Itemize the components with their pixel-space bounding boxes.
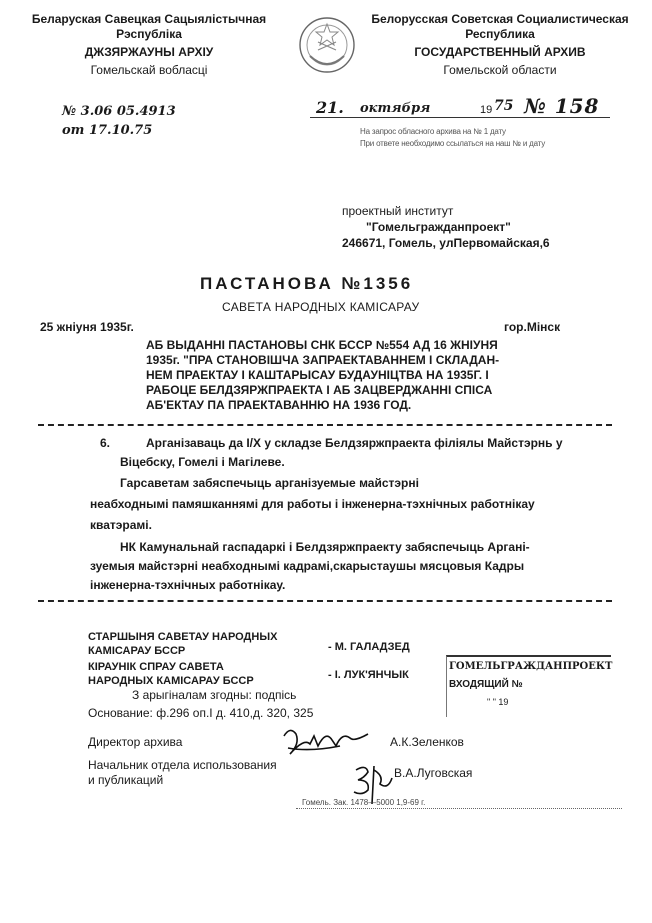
footer-underline — [296, 808, 622, 809]
decree-subject — [146, 338, 499, 413]
p2-line-3: кватэрамі. — [90, 518, 152, 532]
recipient-line-2: "Гомельгражданпроект" — [366, 220, 511, 234]
head-title — [88, 660, 254, 688]
dept-head-line-2: и публикаций — [88, 773, 164, 787]
stamp-line-1: ГОМЕЛЬГРАЖДАНПРОЕКТ — [449, 661, 613, 672]
reg-number: № 3.06 05.4913 — [62, 104, 176, 119]
decree-date: 25 жніуня 1935г. — [40, 320, 134, 334]
body-paragraph-2 — [90, 474, 535, 535]
header-right-line-2: Республика — [465, 27, 535, 41]
chair-name: - М. ГАЛАДЗЕД — [328, 641, 410, 653]
decree-subtitle: САВЕТА НАРОДНЫХ КАМІСАРАУ — [222, 300, 420, 314]
archive-basis: Основание: ф.296 оп.І д. 410,д. 320, 325 — [88, 706, 314, 720]
issue-month: октября — [360, 101, 431, 116]
issue-underline — [310, 117, 610, 118]
issue-day: 21. — [316, 98, 344, 117]
header-left-line-3: ДЖЗЯРЖАУНЫ АРХІУ — [84, 45, 214, 59]
p2-line-2: неабходнымі памяшканнямі для работы і інженерна-тэхнічных работнікау — [90, 497, 535, 511]
subject-line-1: АБ ВЫДАННІ ПАСТАНОВЫ СНК БССР №554 АД 16 ЖНІУНЯ — [146, 338, 498, 352]
footer-print: Гомель. Зак. 1478—5000 1,9-69 г. — [302, 798, 426, 807]
reg-note-1: На запрос обласного архива на № 1 дату — [360, 127, 506, 136]
dept-head-line-1: Начальник отдела использования — [88, 758, 277, 772]
state-emblem-icon — [296, 14, 358, 76]
item-number: 6. — [100, 436, 111, 450]
incoming-stamp — [446, 655, 611, 717]
subject-line-2: 1935г. "ПРА СТАНОВІШЧА ЗАПРАЕКТАВАННЕМ І СКЛАДАН- — [146, 353, 500, 367]
p3-line-3: інженерна-тэхнічных работнікау. — [90, 578, 286, 592]
header-left-line-2: Рэспубліка — [116, 27, 182, 41]
stamp-line-2: ВХОДЯЩИЙ № — [449, 679, 523, 690]
stamp-line-3: " " 19 — [487, 697, 509, 707]
decree-title: ПАСТАНОВА №1356 — [200, 274, 414, 293]
head-title-line-1: КІРАУНІК СПРАУ САВЕТА — [88, 661, 224, 673]
chair-title-line-1: СТАРШЫНЯ САВЕТАУ НАРОДНЫХ — [88, 631, 278, 643]
subject-line-5: АБ'ЕКТАУ ПА ПРАЕКТАВАННЮ НА 1936 ГОД. — [146, 398, 412, 412]
header-left-line-4: Гомельскай вобласці — [90, 63, 208, 77]
director-signature — [280, 722, 372, 762]
divider-bottom — [38, 600, 612, 602]
chair-title — [88, 630, 277, 658]
issue-year-prefix: 19 — [480, 104, 493, 116]
doc-number: № 158 — [524, 94, 600, 118]
chair-title-line-2: КАМІСАРАУ БССР — [88, 645, 186, 657]
header-right — [364, 12, 636, 78]
reg-note-2: При ответе необходимо ссылаться на наш № и дату — [360, 139, 546, 148]
header-left — [20, 12, 278, 78]
p3-line-2: зуемыя майстэрні неабходнымі кадрамі,скарыстаушы мясцовыя Кадры — [90, 559, 525, 573]
recipient-line-3: 246671, Гомель, улПервомайская,6 — [342, 236, 550, 250]
reg-date: от 17.10.75 — [62, 123, 153, 138]
divider-top — [38, 424, 612, 426]
recipient-line-1: проектный институт — [342, 204, 454, 218]
director-title: Директор архива — [88, 735, 183, 749]
p3-line-1: НК Камунальнай гаспадаркі і Белдзяржпраекту забяспечыць Арганi- — [120, 540, 530, 554]
head-title-line-2: НАРОДНЫХ КАМІСАРАУ БССР — [88, 675, 254, 687]
header-right-line-3: ГОСУДАРСТВЕННЫЙ АРХИВ — [414, 45, 586, 59]
head-name: - І. ЛУК'ЯНЧЫК — [328, 669, 409, 681]
dept-head-name: В.А.Луговская — [394, 766, 473, 780]
p2-line-1: Гарсаветам забяспечыць арганізуемые майстэрні — [120, 476, 419, 490]
copy-certified: З арыгіналам згодны: подпісь — [132, 688, 297, 702]
dept-head-title — [88, 758, 277, 788]
body-paragraph-1 — [120, 434, 563, 472]
director-name: А.К.Зеленков — [390, 735, 464, 749]
header-right-line-1: Белорусская Советская Социалистическая — [371, 12, 629, 26]
decree-place: гор.Мінск — [504, 320, 561, 334]
issue-year-suffix: 75 — [494, 98, 514, 114]
p1-line-2: Віцебску, Гомелі і Магілеве. — [120, 455, 285, 469]
p1-line-1: Арганізаваць да І/Х у складзе Белдзяржпраекта філіялы Майстэрнь у — [146, 436, 563, 450]
header-right-line-4: Гомельской области — [443, 63, 557, 77]
header-left-line-1: Беларуская Савецкая Сацыялістычная — [31, 12, 267, 26]
subject-line-3: НЕМ ПРАЕКТАУ І КАШТАРЫСАУ БУДАУНІЦТВА НА 1935Г. І — [146, 368, 489, 382]
subject-line-4: РАБОЦЕ БЕЛДЗЯРЖПРАЕКТА І АБ ЗАЦВЕРДЖАННІ СПІСА — [146, 383, 493, 397]
body-paragraph-3 — [90, 538, 530, 595]
